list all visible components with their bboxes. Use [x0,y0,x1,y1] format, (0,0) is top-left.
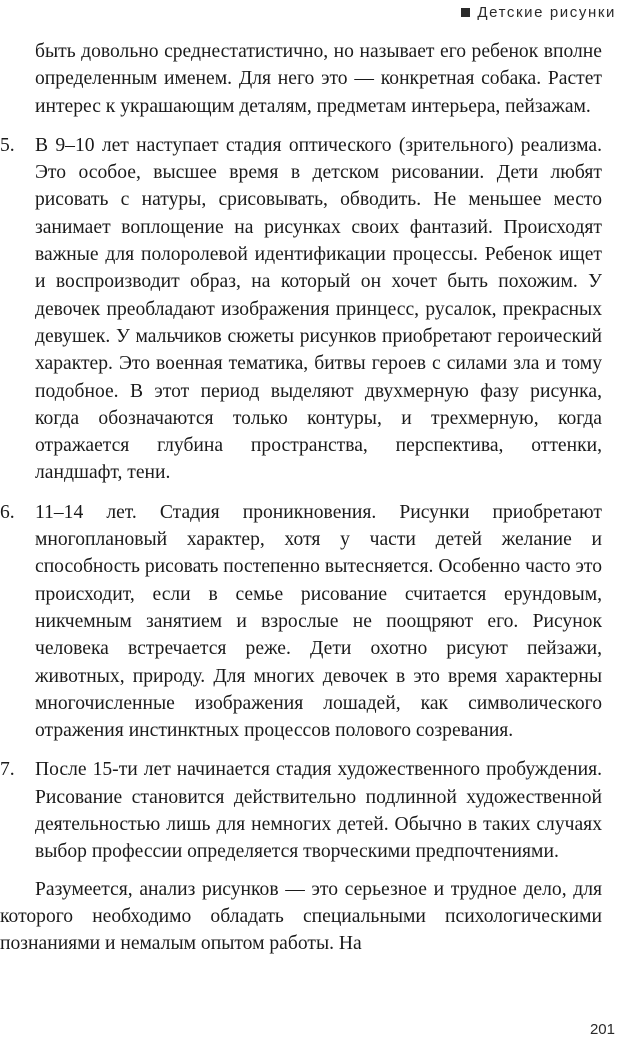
page-number: 201 [589,1021,615,1038]
running-header [461,4,616,21]
list-item-5 [0,132,602,487]
body-text [0,38,602,958]
list-item-text: После 15-ти лет начинается стадия художественного пробуждения. Рисование становится действительно подлинной художественной деятельностью лишь для немногих детей. Обычно в таких случаях выбор профессии определяется творческими предпочтениями. [35,759,602,863]
list-item-number: 7. [0,759,15,781]
header-square-bullet [461,8,470,17]
list-item-number: 5. [0,134,15,156]
list-item-text: 11–14 лет. Стадия проникновения. Рисунки приобретают многоплановый характер, хотя у части детей желание и способность рисовать постепенно вытесняется. Особенно часто это происходит, если в семье рисование считается ерундовым, никчемным занятием и взрослые не поощряют его. Рисунок человека встречается реже. Дети охотно рисуют пейзажи, животных, природу. Для многих девочек в это время характерны многочисленные изображения лошадей, как символического отражения инстинктных процессов полового созревания. [35,501,602,742]
closing-paragraph: Разумеется, анализ рисунков — это серьезное и трудное дело, для которого необходимо обладать специальными психологическими познаниями и немалым опытом работы. На [0,878,602,955]
list-item-6 [0,499,602,745]
section-title: Детские рисунки [477,4,616,21]
list-item-7 [0,756,602,865]
list-item-number: 6. [0,501,15,523]
list-item-text: В 9–10 лет наступает стадия оптического (зрительного) реализма. Это особое, высшее время в детском рисовании. Дети любят рисовать с натуры, срисовывать, обводить. Не меньшее место занимает воплощение на рисунках своих фантазий. Происходят важные для полоролевой идентификации процессы. Ребенок ищет и воспроизводит образ, на который он хочет быть похожим. У девочек преобладают изображения принцесс, русалок, прекрасных девушек. У мальчиков сюжеты рисунков приобретают героический характер. Это военная тематика, битвы героев с силами зла и тому подобное. В этот период выделяют двухмерную фазу рисунка, когда обозначаются только контуры, и трехмерную, когда отражается глубина пространства, перспектива, оттенки, ландшафт, тени. [35,134,602,484]
continuation-paragraph: быть довольно среднестатистично, но называет его ребенок вполне определенным именем. Для него это — конкретная собака. Растет интерес к украшающим деталям, предметам интерьера, пейзажам. [35,41,602,117]
